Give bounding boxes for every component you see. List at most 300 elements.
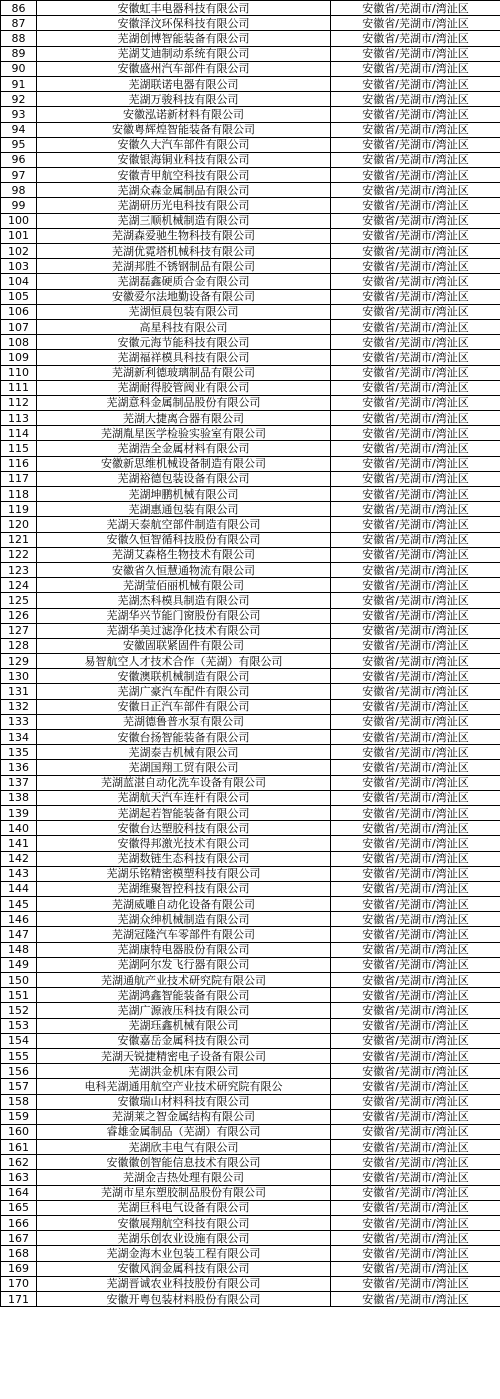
company-location: 安徽省/芜湖市/湾沚区: [331, 638, 500, 653]
row-number: 166: [1, 1216, 37, 1231]
table-row: [1, 578, 500, 593]
company-name: 芜湖冠隆汽车零部件有限公司: [37, 927, 331, 942]
table-row: [1, 988, 500, 1003]
row-number: 86: [1, 1, 37, 16]
company-name: 芜湖众森金属制品有限公司: [37, 183, 331, 198]
table-row: [1, 213, 500, 228]
table-row: [1, 1048, 500, 1063]
company-name: 芜湖威雕自动化设备有限公司: [37, 897, 331, 912]
table-row: [1, 1216, 500, 1231]
company-location: 安徽省/芜湖市/湾沚区: [331, 699, 500, 714]
row-number: 135: [1, 745, 37, 760]
company-name: 芜湖裕德包装设备有限公司: [37, 471, 331, 486]
company-name: 芜湖艾森格生物技术有限公司: [37, 547, 331, 562]
company-name: 芜湖广源液压科技有限公司: [37, 1003, 331, 1018]
table-row: [1, 912, 500, 927]
company-location: 安徽省/芜湖市/湾沚区: [331, 517, 500, 532]
row-number: 87: [1, 16, 37, 31]
table-row: [1, 395, 500, 410]
company-name: 芜湖众绅机械制造有限公司: [37, 912, 331, 927]
company-name: 芜湖创博智能装备有限公司: [37, 31, 331, 46]
company-name: 芜湖华兴节能门窗股份有限公司: [37, 608, 331, 623]
table-row: [1, 760, 500, 775]
row-number: 130: [1, 669, 37, 684]
company-name: 安徽台达塑胶科技有限公司: [37, 821, 331, 836]
company-name: 安徽泽汶环保科技有限公司: [37, 16, 331, 31]
company-name: 安徽粤辉煌智能装备有限公司: [37, 122, 331, 137]
company-location: 安徽省/芜湖市/湾沚区: [331, 790, 500, 805]
company-location: 安徽省/芜湖市/湾沚区: [331, 957, 500, 972]
row-number: 121: [1, 532, 37, 547]
company-location: 安徽省/芜湖市/湾沚区: [331, 1094, 500, 1109]
table-row: [1, 684, 500, 699]
row-number: 146: [1, 912, 37, 927]
table-row: [1, 547, 500, 562]
row-number: 161: [1, 1140, 37, 1155]
company-location: 安徽省/芜湖市/湾沚区: [331, 350, 500, 365]
company-location: 安徽省/芜湖市/湾沚区: [331, 1033, 500, 1048]
table-row: [1, 1170, 500, 1185]
row-number: 101: [1, 228, 37, 243]
row-number: 113: [1, 411, 37, 426]
company-location: 安徽省/芜湖市/湾沚区: [331, 684, 500, 699]
row-number: 150: [1, 973, 37, 988]
row-number: 132: [1, 699, 37, 714]
table-row: [1, 593, 500, 608]
company-location: 安徽省/芜湖市/湾沚区: [331, 1079, 500, 1094]
row-number: 159: [1, 1109, 37, 1124]
company-location: 安徽省/芜湖市/湾沚区: [331, 319, 500, 334]
table-row: [1, 319, 500, 334]
row-number: 168: [1, 1246, 37, 1261]
company-location: 安徽省/芜湖市/湾沚区: [331, 198, 500, 213]
table-row: [1, 1064, 500, 1079]
row-number: 104: [1, 274, 37, 289]
company-name: 芜湖通航产业技术研究院有限公司: [37, 973, 331, 988]
company-location: 安徽省/芜湖市/湾沚区: [331, 912, 500, 927]
row-number: 163: [1, 1170, 37, 1185]
company-location: 安徽省/芜湖市/湾沚区: [331, 532, 500, 547]
table-row: [1, 107, 500, 122]
table-row: [1, 805, 500, 820]
company-name: 芜湖维聚智控科技有限公司: [37, 881, 331, 896]
row-number: 158: [1, 1094, 37, 1109]
company-name: 安徽久恒智循科技股份有限公司: [37, 532, 331, 547]
company-name: 芜湖万骏科技有限公司: [37, 92, 331, 107]
company-location: 安徽省/芜湖市/湾沚区: [331, 1231, 500, 1246]
company-location: 安徽省/芜湖市/湾沚区: [331, 289, 500, 304]
company-location: 安徽省/芜湖市/湾沚区: [331, 1246, 500, 1261]
row-number: 88: [1, 31, 37, 46]
company-name: 芜湖金吉热处理有限公司: [37, 1170, 331, 1185]
company-location: 安徽省/芜湖市/湾沚区: [331, 1216, 500, 1231]
table-row: [1, 1231, 500, 1246]
company-name: 芜湖艾迪制动系统有限公司: [37, 46, 331, 61]
table-row: [1, 608, 500, 623]
row-number: 89: [1, 46, 37, 61]
table-row: [1, 881, 500, 896]
table-row: [1, 92, 500, 107]
company-location: 安徽省/芜湖市/湾沚区: [331, 1109, 500, 1124]
company-name: 安徽元海节能科技有限公司: [37, 335, 331, 350]
table-row: [1, 335, 500, 350]
company-name: 安徽银海铜业科技有限公司: [37, 152, 331, 167]
company-location: 安徽省/芜湖市/湾沚区: [331, 1, 500, 16]
company-location: 安徽省/芜湖市/湾沚区: [331, 623, 500, 638]
company-location: 安徽省/芜湖市/湾沚区: [331, 730, 500, 745]
table-row: [1, 532, 500, 547]
table-row: [1, 31, 500, 46]
company-name: 芜湖航天汽车连杆有限公司: [37, 790, 331, 805]
company-location: 安徽省/芜湖市/湾沚区: [331, 1185, 500, 1200]
company-name: 芜湖意科金属制品股份有限公司: [37, 395, 331, 410]
company-name: 芜湖泰吉机械有限公司: [37, 745, 331, 760]
row-number: 133: [1, 714, 37, 729]
table-row: [1, 1200, 500, 1215]
row-number: 144: [1, 881, 37, 896]
company-location: 安徽省/芜湖市/湾沚区: [331, 335, 500, 350]
company-name: 安徽展翔航空科技有限公司: [37, 1216, 331, 1231]
company-location: 安徽省/芜湖市/湾沚区: [331, 1291, 500, 1306]
row-number: 164: [1, 1185, 37, 1200]
row-number: 170: [1, 1276, 37, 1291]
row-number: 93: [1, 107, 37, 122]
company-location: 安徽省/芜湖市/湾沚区: [331, 851, 500, 866]
table-row: [1, 1094, 500, 1109]
company-name: 芜湖天锐捷精密电子设备有限公司: [37, 1048, 331, 1063]
row-number: 115: [1, 441, 37, 456]
company-name: 芜湖乐铭精密模塑科技有限公司: [37, 866, 331, 881]
company-location: 安徽省/芜湖市/湾沚区: [331, 1155, 500, 1170]
row-number: 103: [1, 259, 37, 274]
table-row: [1, 122, 500, 137]
company-name: 芜湖晋诚农业科技股份有限公司: [37, 1276, 331, 1291]
row-number: 137: [1, 775, 37, 790]
company-location: 安徽省/芜湖市/湾沚区: [331, 1124, 500, 1139]
table-row: [1, 821, 500, 836]
company-name: 芜湖华美过滤净化技术有限公司: [37, 623, 331, 638]
company-name: 安徽开粤包装材料股份有限公司: [37, 1291, 331, 1306]
company-location: 安徽省/芜湖市/湾沚区: [331, 669, 500, 684]
table-row: [1, 244, 500, 259]
table-row: [1, 441, 500, 456]
company-location: 安徽省/芜湖市/湾沚区: [331, 942, 500, 957]
company-name: 电科芜湖通用航空产业技术研究院有限公: [37, 1079, 331, 1094]
table-row: [1, 654, 500, 669]
row-number: 131: [1, 684, 37, 699]
company-name: 安徽青甲航空科技有限公司: [37, 168, 331, 183]
company-location: 安徽省/芜湖市/湾沚区: [331, 76, 500, 91]
company-name: 易智航空人才技术合作（芜湖）有限公司: [37, 654, 331, 669]
company-name: 安徽爱尔法地勤设备有限公司: [37, 289, 331, 304]
row-number: 126: [1, 608, 37, 623]
company-location: 安徽省/芜湖市/湾沚区: [331, 456, 500, 471]
table-row: [1, 1033, 500, 1048]
row-number: 128: [1, 638, 37, 653]
table-row: [1, 411, 500, 426]
company-name: 芜湖新利德玻璃制品有限公司: [37, 365, 331, 380]
table-row: [1, 699, 500, 714]
row-number: 143: [1, 866, 37, 881]
company-location: 安徽省/芜湖市/湾沚区: [331, 304, 500, 319]
row-number: 117: [1, 471, 37, 486]
company-name: 芜湖珏鑫机械有限公司: [37, 1018, 331, 1033]
row-number: 114: [1, 426, 37, 441]
row-number: 165: [1, 1200, 37, 1215]
table-row: [1, 259, 500, 274]
row-number: 169: [1, 1261, 37, 1276]
table-row: [1, 380, 500, 395]
row-number: 118: [1, 487, 37, 502]
table-row: [1, 198, 500, 213]
table-row: [1, 851, 500, 866]
company-location: 安徽省/芜湖市/湾沚区: [331, 1200, 500, 1215]
table-row: [1, 623, 500, 638]
company-location: 安徽省/芜湖市/湾沚区: [331, 487, 500, 502]
row-number: 147: [1, 927, 37, 942]
company-name: 安徽得邦激光技术有限公司: [37, 836, 331, 851]
company-name: 芜湖莱之智金属结构有限公司: [37, 1109, 331, 1124]
row-number: 154: [1, 1033, 37, 1048]
company-location: 安徽省/芜湖市/湾沚区: [331, 1140, 500, 1155]
row-number: 155: [1, 1048, 37, 1063]
table-row: [1, 426, 500, 441]
company-location: 安徽省/芜湖市/湾沚区: [331, 152, 500, 167]
company-name: 芜湖优霓塔机械科技有限公司: [37, 244, 331, 259]
row-number: 105: [1, 289, 37, 304]
company-name: 安徽风润金属科技有限公司: [37, 1261, 331, 1276]
company-name: 芜湖国翔工贸有限公司: [37, 760, 331, 775]
company-location: 安徽省/芜湖市/湾沚区: [331, 137, 500, 152]
table-row: [1, 1185, 500, 1200]
company-location: 安徽省/芜湖市/湾沚区: [331, 46, 500, 61]
row-number: 156: [1, 1064, 37, 1079]
company-name: 芜湖天泰航空部件制造有限公司: [37, 517, 331, 532]
table-row: [1, 1124, 500, 1139]
company-location: 安徽省/芜湖市/湾沚区: [331, 16, 500, 31]
company-location: 安徽省/芜湖市/湾沚区: [331, 654, 500, 669]
row-number: 119: [1, 502, 37, 517]
table-row: [1, 168, 500, 183]
table-row: [1, 61, 500, 76]
company-location: 安徽省/芜湖市/湾沚区: [331, 168, 500, 183]
row-number: 99: [1, 198, 37, 213]
table-row: [1, 16, 500, 31]
table-row: [1, 487, 500, 502]
table-row: [1, 365, 500, 380]
table-row: [1, 152, 500, 167]
company-name: 芜湖联诺电器有限公司: [37, 76, 331, 91]
table-row: [1, 973, 500, 988]
table-row: [1, 866, 500, 881]
table-row: [1, 669, 500, 684]
company-name: 芜湖市星东塑胶制品股份有限公司: [37, 1185, 331, 1200]
row-number: 127: [1, 623, 37, 638]
company-location: 安徽省/芜湖市/湾沚区: [331, 608, 500, 623]
table-row: [1, 304, 500, 319]
company-name: 芜湖金海木业包装工程有限公司: [37, 1246, 331, 1261]
table-row: [1, 1246, 500, 1261]
company-name: 安徽澳联机械制造有限公司: [37, 669, 331, 684]
row-number: 149: [1, 957, 37, 972]
company-location: 安徽省/芜湖市/湾沚区: [331, 183, 500, 198]
company-name: 芜湖数链生态科技有限公司: [37, 851, 331, 866]
table-row: [1, 1109, 500, 1124]
company-location: 安徽省/芜湖市/湾沚区: [331, 411, 500, 426]
company-location: 安徽省/芜湖市/湾沚区: [331, 897, 500, 912]
row-number: 142: [1, 851, 37, 866]
company-location: 安徽省/芜湖市/湾沚区: [331, 1018, 500, 1033]
row-number: 151: [1, 988, 37, 1003]
table-row: [1, 745, 500, 760]
row-number: 134: [1, 730, 37, 745]
row-number: 162: [1, 1155, 37, 1170]
row-number: 145: [1, 897, 37, 912]
row-number: 152: [1, 1003, 37, 1018]
company-location: 安徽省/芜湖市/湾沚区: [331, 213, 500, 228]
company-location: 安徽省/芜湖市/湾沚区: [331, 61, 500, 76]
company-location: 安徽省/芜湖市/湾沚区: [331, 92, 500, 107]
row-number: 167: [1, 1231, 37, 1246]
row-number: 111: [1, 380, 37, 395]
table-row: [1, 957, 500, 972]
company-name: 芜湖洪金机床有限公司: [37, 1064, 331, 1079]
company-location: 安徽省/芜湖市/湾沚区: [331, 1003, 500, 1018]
company-location: 安徽省/芜湖市/湾沚区: [331, 259, 500, 274]
company-name: 安徽泓诺新材料有限公司: [37, 107, 331, 122]
company-location: 安徽省/芜湖市/湾沚区: [331, 593, 500, 608]
company-name: 芜湖邦胜不锈钢制品有限公司: [37, 259, 331, 274]
company-location: 安徽省/芜湖市/湾沚区: [331, 228, 500, 243]
table-row: [1, 502, 500, 517]
company-location: 安徽省/芜湖市/湾沚区: [331, 1170, 500, 1185]
company-name: 芜湖恒晨包装有限公司: [37, 304, 331, 319]
company-location: 安徽省/芜湖市/湾沚区: [331, 562, 500, 577]
company-location: 安徽省/芜湖市/湾沚区: [331, 927, 500, 942]
row-number: 94: [1, 122, 37, 137]
company-name: 芜湖森爱驰生物科技有限公司: [37, 228, 331, 243]
row-number: 110: [1, 365, 37, 380]
table-row: [1, 350, 500, 365]
company-location: 安徽省/芜湖市/湾沚区: [331, 775, 500, 790]
company-name: 安徽日正汽车部件有限公司: [37, 699, 331, 714]
table-row: [1, 897, 500, 912]
company-location: 安徽省/芜湖市/湾沚区: [331, 274, 500, 289]
company-name: 芜湖康特电器股份有限公司: [37, 942, 331, 957]
table-row: [1, 730, 500, 745]
table-row: [1, 562, 500, 577]
company-location: 安徽省/芜湖市/湾沚区: [331, 547, 500, 562]
row-number: 95: [1, 137, 37, 152]
table-row: [1, 517, 500, 532]
company-location: 安徽省/芜湖市/湾沚区: [331, 441, 500, 456]
row-number: 138: [1, 790, 37, 805]
company-name: 芜湖起若智能装备有限公司: [37, 805, 331, 820]
table-row: [1, 927, 500, 942]
row-number: 129: [1, 654, 37, 669]
table-row: [1, 1261, 500, 1276]
table-row: [1, 1, 500, 16]
table-row: [1, 46, 500, 61]
company-name: 安徽瑞山材料科技有限公司: [37, 1094, 331, 1109]
company-location: 安徽省/芜湖市/湾沚区: [331, 502, 500, 517]
company-location: 安徽省/芜湖市/湾沚区: [331, 1048, 500, 1063]
row-number: 100: [1, 213, 37, 228]
company-location: 安徽省/芜湖市/湾沚区: [331, 380, 500, 395]
company-location: 安徽省/芜湖市/湾沚区: [331, 1064, 500, 1079]
company-name: 芜湖欣丰电气有限公司: [37, 1140, 331, 1155]
row-number: 97: [1, 168, 37, 183]
row-number: 102: [1, 244, 37, 259]
company-name: 芜湖阿尔发飞行器有限公司: [37, 957, 331, 972]
company-location: 安徽省/芜湖市/湾沚区: [331, 745, 500, 760]
table-row: [1, 1018, 500, 1033]
company-location: 安徽省/芜湖市/湾沚区: [331, 760, 500, 775]
table-row: [1, 1140, 500, 1155]
row-number: 90: [1, 61, 37, 76]
table-row: [1, 775, 500, 790]
company-location: 安徽省/芜湖市/湾沚区: [331, 1261, 500, 1276]
company-location: 安徽省/芜湖市/湾沚区: [331, 866, 500, 881]
table-row: [1, 228, 500, 243]
company-location: 安徽省/芜湖市/湾沚区: [331, 988, 500, 1003]
company-name: 芜湖莹佰丽机械有限公司: [37, 578, 331, 593]
row-number: 122: [1, 547, 37, 562]
company-name: 睿雄金属制品（芜湖）有限公司: [37, 1124, 331, 1139]
row-number: 139: [1, 805, 37, 820]
table-row: [1, 76, 500, 91]
row-number: 171: [1, 1291, 37, 1306]
company-location: 安徽省/芜湖市/湾沚区: [331, 578, 500, 593]
company-location: 安徽省/芜湖市/湾沚区: [331, 881, 500, 896]
table-row: [1, 183, 500, 198]
company-name: 芜湖胤星医学检验实验室有限公司: [37, 426, 331, 441]
row-number: 140: [1, 821, 37, 836]
row-number: 160: [1, 1124, 37, 1139]
company-name: 安徽虹丰电器科技有限公司: [37, 1, 331, 16]
row-number: 124: [1, 578, 37, 593]
table-row: [1, 274, 500, 289]
table-row: [1, 1155, 500, 1170]
row-number: 107: [1, 319, 37, 334]
table-row: [1, 1003, 500, 1018]
row-number: 153: [1, 1018, 37, 1033]
company-name: 芜湖福祥模具科技有限公司: [37, 350, 331, 365]
row-number: 148: [1, 942, 37, 957]
row-number: 157: [1, 1079, 37, 1094]
table-row: [1, 137, 500, 152]
company-name: 安徽徽创智能信息技术有限公司: [37, 1155, 331, 1170]
table-row: [1, 456, 500, 471]
table-row: [1, 1079, 500, 1094]
company-location: 安徽省/芜湖市/湾沚区: [331, 426, 500, 441]
company-name: 安徽省久恒慧通物流有限公司: [37, 562, 331, 577]
row-number: 141: [1, 836, 37, 851]
row-number: 98: [1, 183, 37, 198]
company-location: 安徽省/芜湖市/湾沚区: [331, 31, 500, 46]
company-location: 安徽省/芜湖市/湾沚区: [331, 471, 500, 486]
company-name: 芜湖乐创农业设施有限公司: [37, 1231, 331, 1246]
table-row: [1, 638, 500, 653]
company-name: 芜湖磊鑫硬质合金有限公司: [37, 274, 331, 289]
row-number: 112: [1, 395, 37, 410]
company-location: 安徽省/芜湖市/湾沚区: [331, 395, 500, 410]
company-name: 高星科技有限公司: [37, 319, 331, 334]
table-row: [1, 289, 500, 304]
company-location: 安徽省/芜湖市/湾沚区: [331, 973, 500, 988]
company-location: 安徽省/芜湖市/湾沚区: [331, 365, 500, 380]
company-name: 芜湖坤鹏机械有限公司: [37, 487, 331, 502]
